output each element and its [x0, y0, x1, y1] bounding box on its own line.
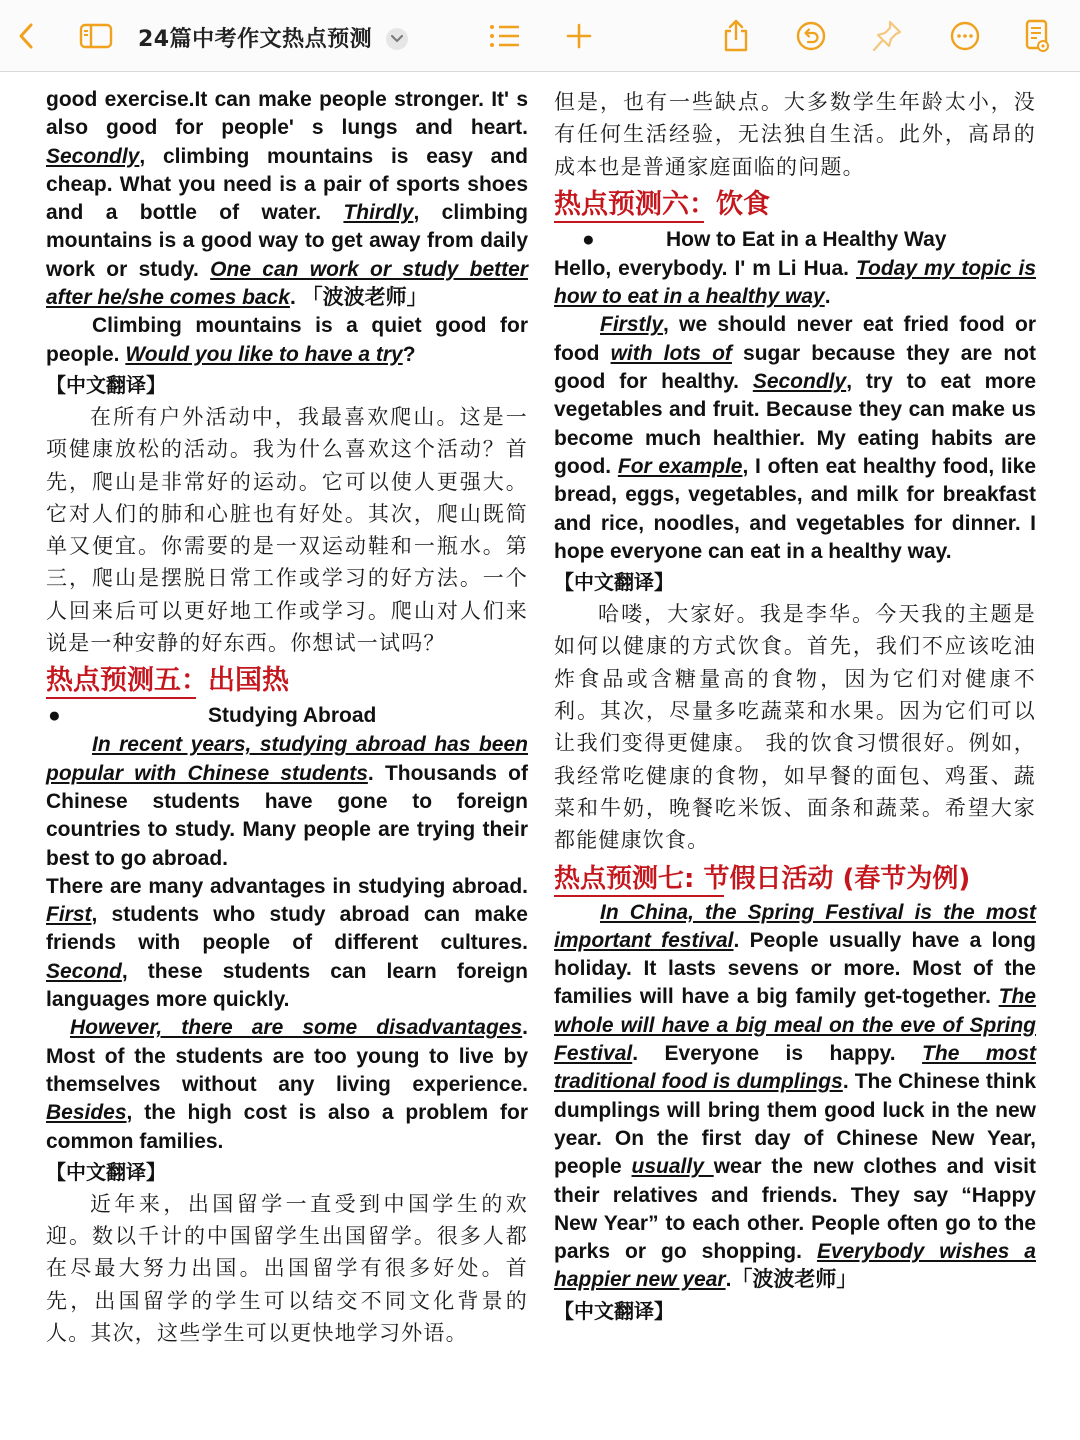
underlined-phrase: However, there are some disadvantages — [70, 1016, 523, 1040]
essay-title-text: How to Eat in a Healthy Way — [666, 227, 947, 251]
text-run: , climbing mountains is easy and cheap. What you need is a pair of sports shoes and a bottle of water. — [46, 144, 528, 225]
underlined-phrase: Secondly — [752, 370, 847, 394]
text-run: , we should never eat fried food or food — [554, 313, 1036, 365]
paragraph — [46, 873, 528, 1014]
text-run: wear the new clothes and visit their relatives and friends. They say “Happy New Year” to each other. People often go to the parks or go shopping. — [554, 1155, 1036, 1264]
paragraph — [554, 311, 1036, 566]
underlined-phrase: In China, the Spring Festival is the most important festival — [554, 900, 1036, 952]
underlined-phrase: Would you like to have a try — [125, 342, 403, 366]
heading-underline — [554, 221, 704, 223]
heading-underline — [554, 895, 724, 897]
text-run: .「波波老师」 — [725, 1268, 858, 1292]
essay-title — [554, 225, 1036, 255]
underlined-phrase: usually — [631, 1155, 714, 1179]
text-run: good exercise.It can make people stronger. It' s also good for people' s lungs and heart. — [46, 88, 528, 140]
translation-label: 【中文翻译】 — [554, 1298, 674, 1323]
undo-icon[interactable] — [794, 18, 828, 54]
underlined-phrase: Secondly — [46, 144, 140, 168]
essay-title-text: Studying Abroad — [208, 704, 377, 728]
chinese-translation: 但是，也有一些缺点。大多数学生年龄太小，没有任何生活经验，无法独自生活。此外，高昂的成本也是普通家庭面临的问题。 — [554, 90, 1036, 179]
paragraph — [46, 1014, 528, 1155]
text-run: , students who study abroad can make friends with people of different cultures. — [46, 903, 528, 955]
underlined-phrase: Firstly — [600, 313, 664, 337]
underlined-phrase: Everybody wishes a happier new year — [554, 1240, 1036, 1292]
underlined-phrase: Thirdly — [343, 201, 414, 225]
chinese-translation: 在所有户外活动中，我最喜欢爬山。这是一项健康放松的活动。我为什么喜欢这个活动？首先，爬山是非常好的运动。它可以使人更强大。它对人们的肺和心脏也有好处。其次，爬山既简单又便宜。你需要的是一双运动鞋和一瓶水。第三，爬山是摆脱日常工作或学习的好方法。一个人回来后可以更好地工作或学习。爬山对人们来说是一种安静的好东西。你想试一试吗？ — [46, 404, 528, 656]
text-run: . Most of the students are too young to live by themselves without any living experience. — [46, 1016, 528, 1096]
essay-title — [46, 701, 528, 731]
text-run: . The Chinese think dumplings will bring them good luck in the new year. On the first day of Chinese New Year, people — [554, 1070, 1036, 1179]
title-dropdown-icon[interactable] — [386, 28, 408, 50]
back-chevron-icon[interactable] — [12, 18, 40, 54]
list-icon[interactable] — [488, 18, 522, 54]
section-heading-text: 热点预测七: 节假日活动 (春节为例) — [554, 863, 971, 894]
text-run: ? — [402, 342, 416, 366]
text-run: . 「波波老师」 — [289, 286, 428, 310]
pin-icon[interactable] — [870, 18, 904, 54]
document-page — [0, 72, 1080, 1440]
text-run: Climbing mountains is a quiet good for people. — [46, 314, 528, 366]
paragraph — [46, 86, 528, 312]
text-run: . People usually have a long holiday. It lasts sevens or more. Most of the families will have a big family get-together. — [554, 928, 1036, 1009]
translation-label: 【中文翻译】 — [46, 372, 166, 397]
chinese-translation: 近年来，出国留学一直受到中国学生的欢迎。数以千计的中国留学生出国留学。很多人都在尽最大努力出国。出国留学有很多好处。首先，出国留学的学生可以结交不同文化背景的人。其次，这些学生可以更快地学习外语。 — [46, 1191, 528, 1345]
translation-label: 【中文翻译】 — [46, 1159, 166, 1184]
section-heading — [554, 859, 1036, 899]
heading-underline — [46, 697, 196, 699]
underlined-phrase: The whole will have a big meal on the eve of Spring Festival — [554, 985, 1036, 1066]
share-icon[interactable] — [720, 18, 752, 54]
text-run: , these students can learn foreign languages more quickly. — [46, 959, 528, 1012]
text-run: . Everyone is happy. — [632, 1042, 923, 1066]
text-run: , climbing mountains is a good way to get away from daily work or study. — [46, 201, 528, 281]
right-column — [554, 86, 1036, 1327]
document-title[interactable]: 24篇中考作文热点预测 — [138, 26, 373, 52]
section-heading-text: 热点预测六：饮食 — [554, 188, 770, 220]
paragraph — [554, 899, 1036, 1295]
reader-icon[interactable] — [1022, 18, 1052, 54]
text-run: , the high cost is also a problem for common families. — [46, 1101, 528, 1153]
text-run: sugar because they are not good for healthy. — [554, 341, 1036, 394]
plus-icon[interactable] — [564, 18, 594, 54]
paragraph — [554, 255, 1036, 312]
top-toolbar — [0, 0, 1080, 72]
underlined-phrase: Today my topic is how to eat in a healthy way — [554, 256, 1036, 309]
sidebar-icon[interactable] — [78, 18, 114, 54]
underlined-phrase: with lots of — [610, 341, 732, 365]
text-run: There are many advantages in studying abroad. — [46, 874, 528, 898]
bullet-icon: ● — [582, 227, 595, 251]
chinese-translation: 哈喽，大家好。我是李华。今天我的主题是如何以健康的方式饮食。首先，我们不应该吃油炸食品或含糖量高的食物，因为它们对健康不利。其次，尽量多吃蔬菜和水果。因为它们可以让我们变得更健康。 我的饮食习惯很好。例如，我经常吃健康的食物，如早餐的面包、鸡蛋、蔬菜和牛奶，晚餐吃米饭、面条和蔬菜。希望大家都能健康饮食。 — [554, 602, 1036, 853]
underlined-phrase: One can work or study better after he/she comes back — [46, 257, 528, 310]
paragraph — [46, 731, 528, 872]
text-run: . Thousands of Chinese students have gone to foreign countries to study. Many people are trying their best to go abroad. — [46, 761, 528, 870]
underlined-phrase: In recent years, studying abroad has been popular with Chinese students — [46, 733, 528, 785]
underlined-phrase: First — [46, 903, 92, 927]
paragraph — [46, 312, 528, 369]
bullet-icon: ● — [48, 704, 61, 728]
translation-label: 【中文翻译】 — [554, 570, 674, 595]
underlined-phrase: Second — [46, 959, 122, 983]
more-icon[interactable] — [948, 18, 982, 54]
section-heading — [46, 661, 528, 701]
underlined-phrase: For example — [617, 454, 743, 478]
underlined-phrase: Besides — [46, 1101, 127, 1125]
section-heading — [554, 185, 1036, 225]
text-run: . — [824, 285, 831, 309]
text-run: Hello, everybody. I' m Li Hua. — [554, 256, 856, 280]
text-run: , try to eat more vegetables and fruit. Because they can make us become much healthier. My eating habits are good. — [554, 370, 1036, 478]
left-column — [46, 86, 528, 1349]
text-run: , I often eat healthy food, like bread, eggs, vegetables, and milk for breakfast and rice, noodles, and vegetables for dinner. I hope everyone can eat in a healthy way. — [554, 454, 1036, 563]
section-heading-text: 热点预测五：出国热 — [46, 665, 289, 697]
underlined-phrase: The most traditional food is dumplings — [554, 1042, 1037, 1094]
